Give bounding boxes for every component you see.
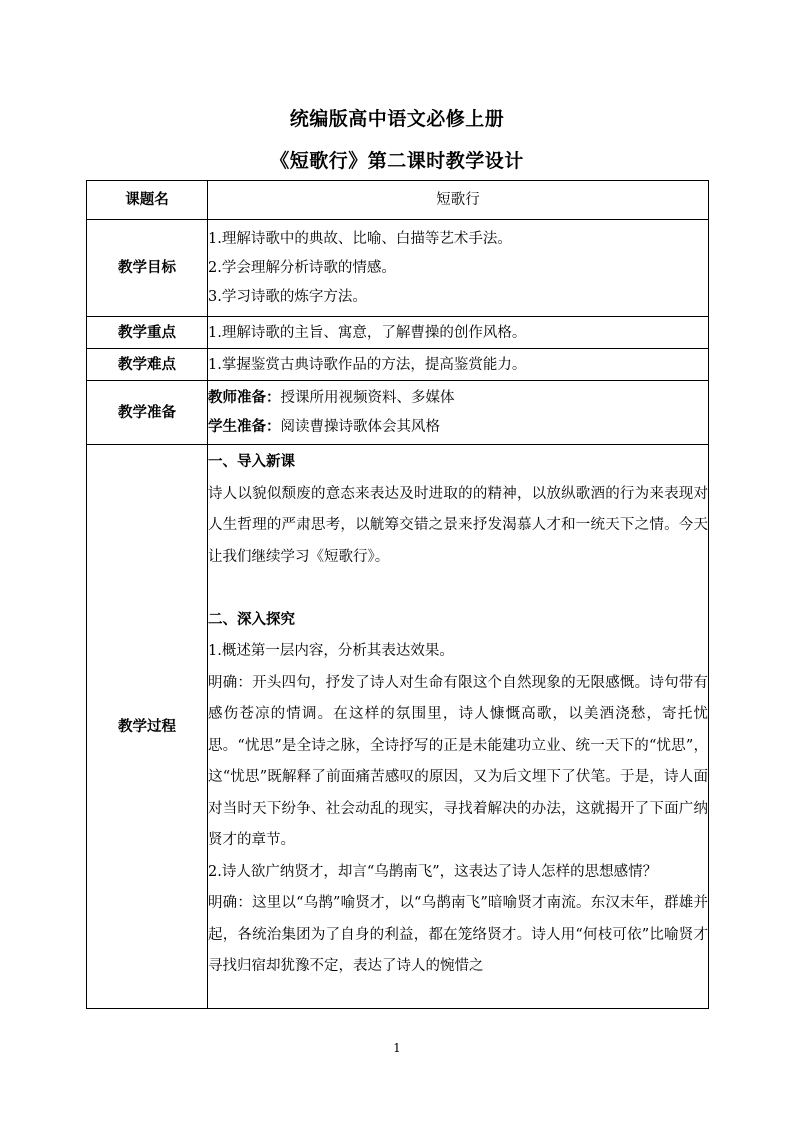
row-label-goals: 教学目标: [87, 220, 208, 317]
section-title-explore: 二、深入探究: [208, 611, 295, 628]
goals-cell: [208, 220, 709, 317]
row-label-topic: 课题名: [87, 181, 208, 220]
teacher-prep: [208, 384, 708, 413]
document-subtitle: 《短歌行》第二课时教学设计: [270, 150, 524, 172]
table-row-key-points: [87, 317, 709, 349]
teacher-prep-label: 教师准备：: [208, 389, 281, 406]
answer-2: 明确：这里以“乌鹊”喻贤才，以“乌鹊南飞”暗喻贤才南流。东汉末年，群雄并起，各统治集团为了自身的利益，都在笼络贤才。诗人用“何枝可依”比喻贤才寻找归宿却犹豫不定，表达了诗人的惋惜之: [208, 895, 708, 974]
key-points-value: 1.理解诗歌的主旨、寓意，了解曹操的创作风格。: [208, 317, 709, 349]
difficulties-value: 1.掌握鉴赏古典诗歌作品的方法，提高鉴赏能力。: [208, 349, 709, 381]
row-label-preparation: 教学准备: [87, 381, 208, 445]
process-cell: [208, 445, 709, 1009]
teacher-prep-value: 授课所用视频资料、多媒体: [280, 389, 455, 406]
table-row-goals: [87, 220, 709, 317]
preparation-cell: [208, 381, 709, 445]
document-title: 统编版高中语文必修上册: [289, 108, 505, 130]
question-1: 1.概述第一层内容，分析其表达效果。: [208, 643, 454, 659]
topic-value: 短歌行: [208, 181, 709, 220]
goal-item: 3.学习诗歌的炼字方法。: [208, 288, 367, 305]
section-title-intro: 一、导入新课: [208, 454, 295, 470]
student-prep: [208, 413, 708, 442]
blank-line: [208, 573, 708, 605]
table-row-process: [87, 445, 709, 1009]
table-row-topic: [87, 181, 709, 220]
student-prep-label: 学生准备：: [208, 418, 281, 435]
row-label-difficulties: 教学难点: [87, 349, 208, 381]
goal-item: 2.学会理解分析诗歌的情感。: [208, 259, 396, 276]
intro-paragraph: 诗人以貌似颓废的意态来表达及时进取的的精神，以放纵歌酒的行为来表现对人生哲理的严肃思考，以觥筹交错之景来抒发渴慕人才和一统天下之情。今天让我们继续学习《短歌行》。: [208, 485, 708, 565]
lesson-plan-table: [86, 180, 709, 1009]
question-2: 2.诗人欲广纳贤才，却言“乌鹊南飞”，这表达了诗人怎样的思想感情？: [208, 863, 658, 880]
row-label-process: 教学过程: [87, 445, 208, 1009]
page-number: 1: [393, 1041, 401, 1055]
table-row-preparation: [87, 381, 709, 445]
answer-1: 明确：开头四句，抒发了诗人对生命有限这个自然现象的无限感慨。诗句带有感伤苍凉的情调。在这样的氛围里，诗人慷慨高歌，以美酒浇愁，寄托忧思。“忧思”是全诗之脉，全诗抒写的正是未能建功立业、统一天下的“忧思”，这“忧思”既解释了前面痛苦感叹的原因，又为后文埋下了伏笔。于是，诗人面对当时天下纷争、社会动乱的现实，寻找着解决的办法，这就揭开了下面广纳贤才的章节。: [208, 674, 708, 848]
table-row-difficulties: [87, 349, 709, 381]
goal-item: 1.理解诗歌中的典故、比喻、白描等艺术手法。: [208, 230, 512, 247]
row-label-key-points: 教学重点: [87, 317, 208, 349]
student-prep-value: 阅读曹操诗歌体会其风格: [280, 418, 440, 435]
